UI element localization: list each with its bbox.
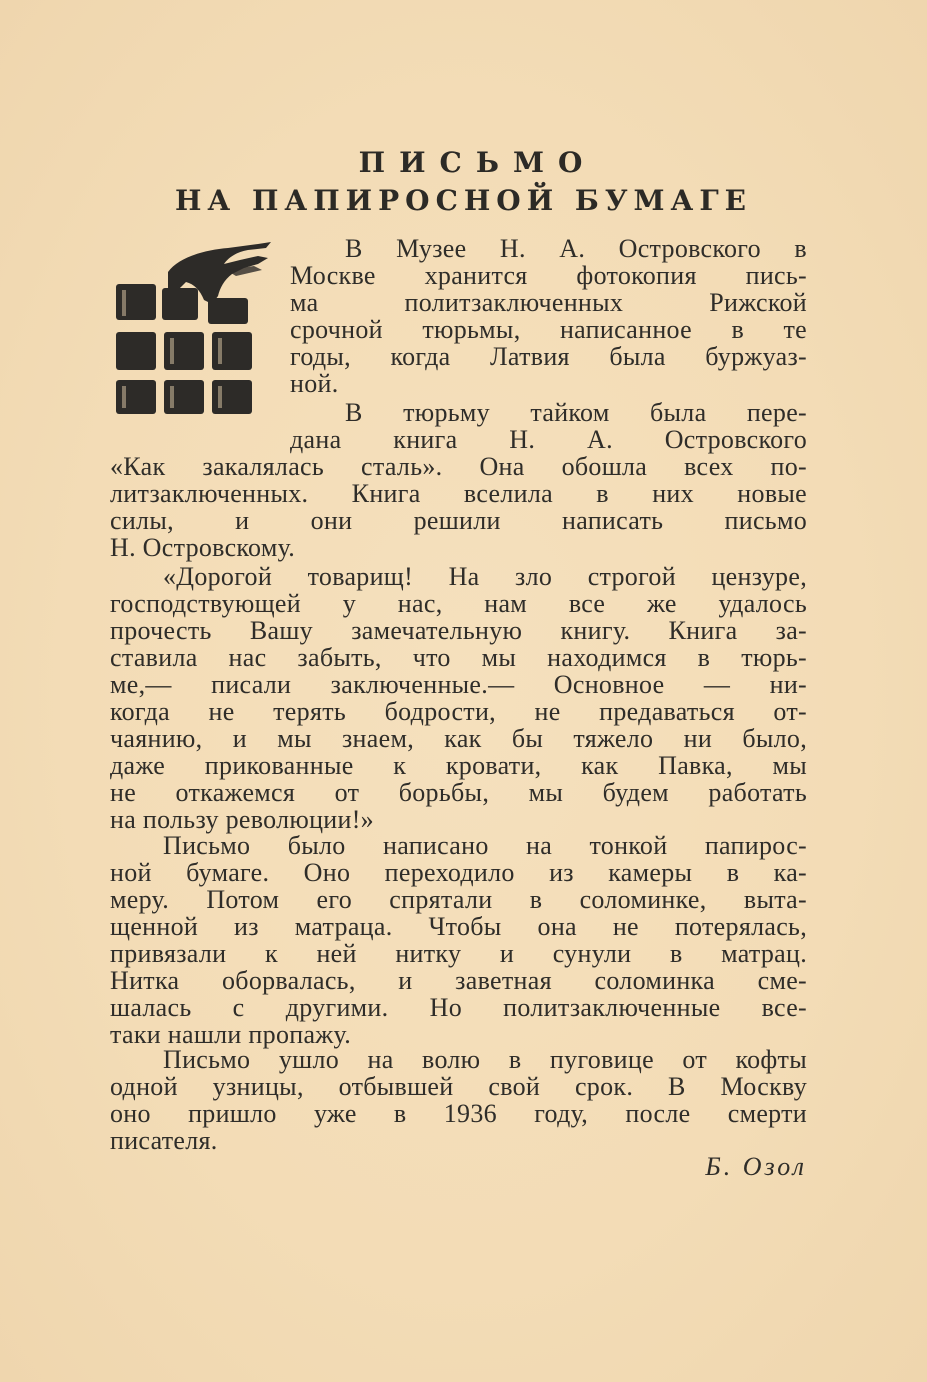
text-line: В Музее Н. А. Островского в <box>345 234 807 263</box>
text-line: меру. Потом его спрятали в соломинке, выта- <box>110 885 807 914</box>
text-line: Письмо было написано на тонкой папирос- <box>163 831 807 860</box>
text-line: ной. <box>290 369 339 398</box>
text-line: «Как закалялась сталь». Она обошла всех по- <box>110 452 807 481</box>
text-line: когда не терять бодрости, не предаваться от- <box>110 697 807 726</box>
text-line: ной бумаге. Оно переходило из камеры в ка- <box>110 858 807 887</box>
text-line: оно пришло уже в 1936 году, после смерти <box>110 1099 807 1128</box>
text-line: чаянию, и мы знаем, как бы тяжело ни было, <box>110 724 807 753</box>
text-line: господствующей у нас, нам все же удалось <box>110 589 807 618</box>
text-line: В тюрьму тайком была пере- <box>345 398 807 427</box>
text-line: Письмо ушло на волю в пуговице от кофты <box>163 1045 807 1074</box>
text-line: ставила нас забыть, что мы находимся в тюрь- <box>110 643 807 672</box>
text-line: таки нашли пропажу. <box>110 1020 352 1049</box>
text-line: дана книга Н. А. Островского <box>290 425 807 454</box>
text-line: щенной из матраца. Чтобы она не потерялась, <box>110 912 807 941</box>
text-line: даже прикованные к кровати, как Павка, мы <box>110 751 807 780</box>
text-line: литзаключенных. Книга вселила в них новые <box>110 479 807 508</box>
text-line: «Дорогой товарищ! На зло строгой цензуре, <box>163 562 807 591</box>
text-line: годы, когда Латвия была буржуаз- <box>290 342 807 371</box>
article-title-line-1: ПИСЬМО <box>358 146 597 179</box>
text-line: Москве хранится фотокопия пись- <box>290 261 807 290</box>
text-line: шалась с другими. Но политзаключенные все- <box>110 993 807 1022</box>
article-title-line-2: НА ПАПИРОСНОЙ БУМАГЕ <box>174 184 753 217</box>
text-line: Нитка оборвалась, и заветная соломинка сме- <box>110 966 807 995</box>
author-signature: Б. Озол <box>705 1152 807 1181</box>
text-line: писателя. <box>110 1126 218 1155</box>
text-line: Н. Островскому. <box>110 533 296 562</box>
text-line: прочесть Вашу замечательную книгу. Книга за- <box>110 616 807 645</box>
text-line: не откажемся от борьбы, мы будем работать <box>110 778 807 807</box>
text-line: одной узницы, отбывшей свой срок. В Москву <box>110 1072 807 1101</box>
hand-over-prison-bars-icon <box>108 238 280 420</box>
text-line: ма политзаключенных Рижской <box>290 288 807 317</box>
text-line: привязали к ней нитку и сунули в матрац. <box>110 939 807 968</box>
text-line: срочной тюрьмы, написанное в те <box>290 315 807 344</box>
text-line: ме,— писали заключенные.— Основное — ни- <box>110 670 807 699</box>
text-line: на пользу революции!» <box>110 805 374 834</box>
text-line: силы, и они решили написать письмо <box>110 506 807 535</box>
